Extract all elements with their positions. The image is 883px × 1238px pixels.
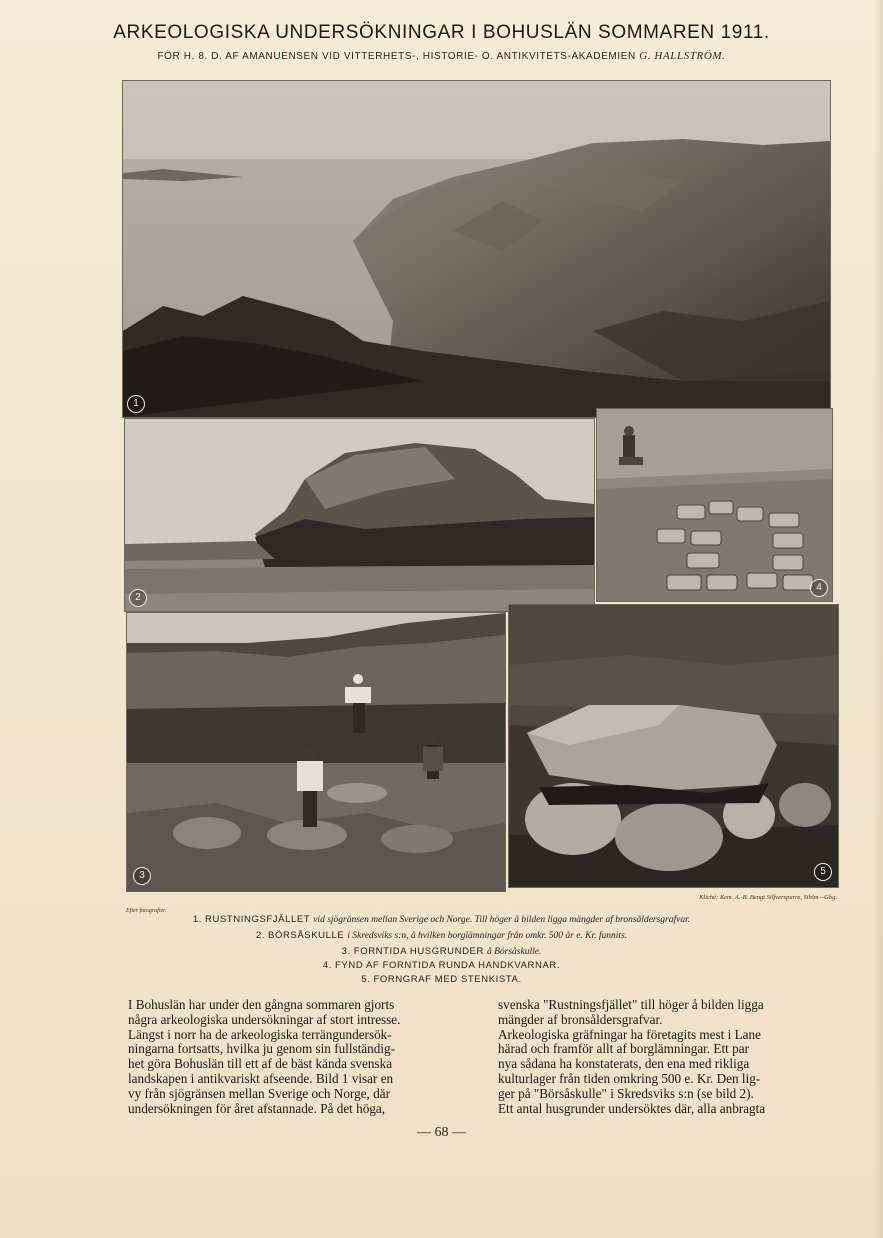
querns-image	[597, 409, 832, 601]
page-number: — 68 —	[417, 1125, 466, 1140]
body-line: ger på "Börsåskulle" i Skredsviks s:n (se bild 2).	[498, 1085, 754, 1101]
caption-1	[0, 914, 883, 925]
photo-3-house-foundations	[126, 612, 506, 892]
photo-number-3: 3	[133, 867, 151, 885]
caption-3-number: 3.	[341, 946, 351, 957]
photo-4-hand-querns	[596, 408, 833, 602]
body-line: undersökningen för året afstannade. På det höga,	[128, 1100, 386, 1116]
photo-1-coastal-view	[122, 80, 831, 418]
article-subtitle	[0, 50, 883, 62]
photo-2-borsaskulle	[124, 418, 595, 612]
body-line: kulturlager från tiden omkring 500 e. Kr. Den lig-	[498, 1070, 761, 1086]
body-line: landskapen i antikvariskt afseende. Bild 1 visar en	[128, 1070, 394, 1086]
body-line: nya sådana ha konstaterats, den ena med rikliga	[498, 1056, 750, 1072]
body-line: het göra Bohuslän till ett af de bäst kända svenska	[128, 1056, 393, 1072]
page-edge-shadow	[873, 0, 883, 1238]
body-column-right	[498, 998, 843, 1116]
caption-3	[0, 946, 883, 957]
photo-credit: Efter fotografier.	[126, 908, 167, 914]
stone-cist-image	[509, 605, 838, 887]
photo-number-2: 2	[129, 589, 147, 607]
article-title: ARKEOLOGISKA UNDERSÖKNINGAR I BOHUSLÄN SOMMAREN 1911.	[113, 22, 770, 43]
hill-image	[125, 419, 594, 611]
body-line: ningarna fortsatts, hvilka ju genom sin fullständig-	[128, 1041, 396, 1057]
body-line: Längst i norr ha de arkeologiska terrängundersök-	[128, 1026, 392, 1042]
caption-4	[0, 960, 883, 971]
coastal-view-image	[123, 81, 830, 417]
caption-1-number: 1.	[192, 914, 202, 925]
body-line: I Bohuslän har under den gångna sommaren gjorts	[128, 997, 395, 1012]
photo-number-1: 1	[127, 395, 145, 413]
caption-5-number: 5.	[361, 974, 371, 985]
body-column-left	[128, 998, 473, 1116]
photo-number-4: 4	[810, 579, 828, 597]
caption-2-number: 2.	[255, 930, 265, 941]
photo-number-5: 5	[814, 863, 832, 881]
body-line: mängder af bronsåldersgrafvar.	[498, 1011, 663, 1027]
body-line: några arkeologiska undersökningar af stort intresse.	[128, 1011, 401, 1027]
body-line: svenska "Rustningsfjället" till höger å bilden ligga	[498, 997, 764, 1012]
body-line: Ett antal husgrunder undersöktes där, alla anbragta	[498, 1100, 766, 1116]
caption-4-number: 4.	[322, 960, 332, 971]
photo-5-stone-cist-grave	[508, 604, 839, 888]
caption-1-label: RUSTNINGSFJÄLLET	[205, 914, 311, 925]
caption-5	[0, 974, 883, 985]
foundations-image	[127, 613, 505, 891]
caption-2	[0, 930, 883, 941]
caption-3-label: FORNTIDA HUSGRUNDER	[353, 946, 484, 957]
author-name: G. HALLSTRÖM.	[639, 50, 726, 62]
caption-4-label: FYND AF FORNTIDA RUNDA HANDKVARNAR.	[335, 960, 561, 971]
caption-2-text: i Skredsviks s:n, å hvilken borglämningar från omkr. 500 år e. Kr. funnits.	[347, 931, 628, 941]
caption-5-label: FORNGRAF MED STENKISTA.	[373, 974, 522, 985]
caption-2-label: BÖRSÅSKULLE	[268, 930, 345, 941]
subtitle-text: FÖR H. 8. D. AF AMANUENSEN VID VITTERHETS-, HISTORIE- O. ANTIKVITETS-AKADEMIEN	[157, 51, 636, 62]
body-line: härad och framför allt af borglämningar. Ett par	[498, 1041, 749, 1057]
body-line: Arkeologiska gräfningar ha företagits mest i Lane	[498, 1026, 761, 1042]
cliche-credit: Kliché: Kem. A.-B. Bengt Silfversparre, Sthlm—Gbg.	[699, 894, 837, 901]
caption-1-text: vid sjögränsen mellan Sverige och Norge. Till höger å bilden ligga mängder af bronsåldersgrafvar.	[313, 915, 691, 925]
caption-3-text: å Börsåskulle.	[486, 947, 542, 957]
body-line: vy från sjögränsen mellan Sverige och Norge, där	[128, 1085, 390, 1101]
